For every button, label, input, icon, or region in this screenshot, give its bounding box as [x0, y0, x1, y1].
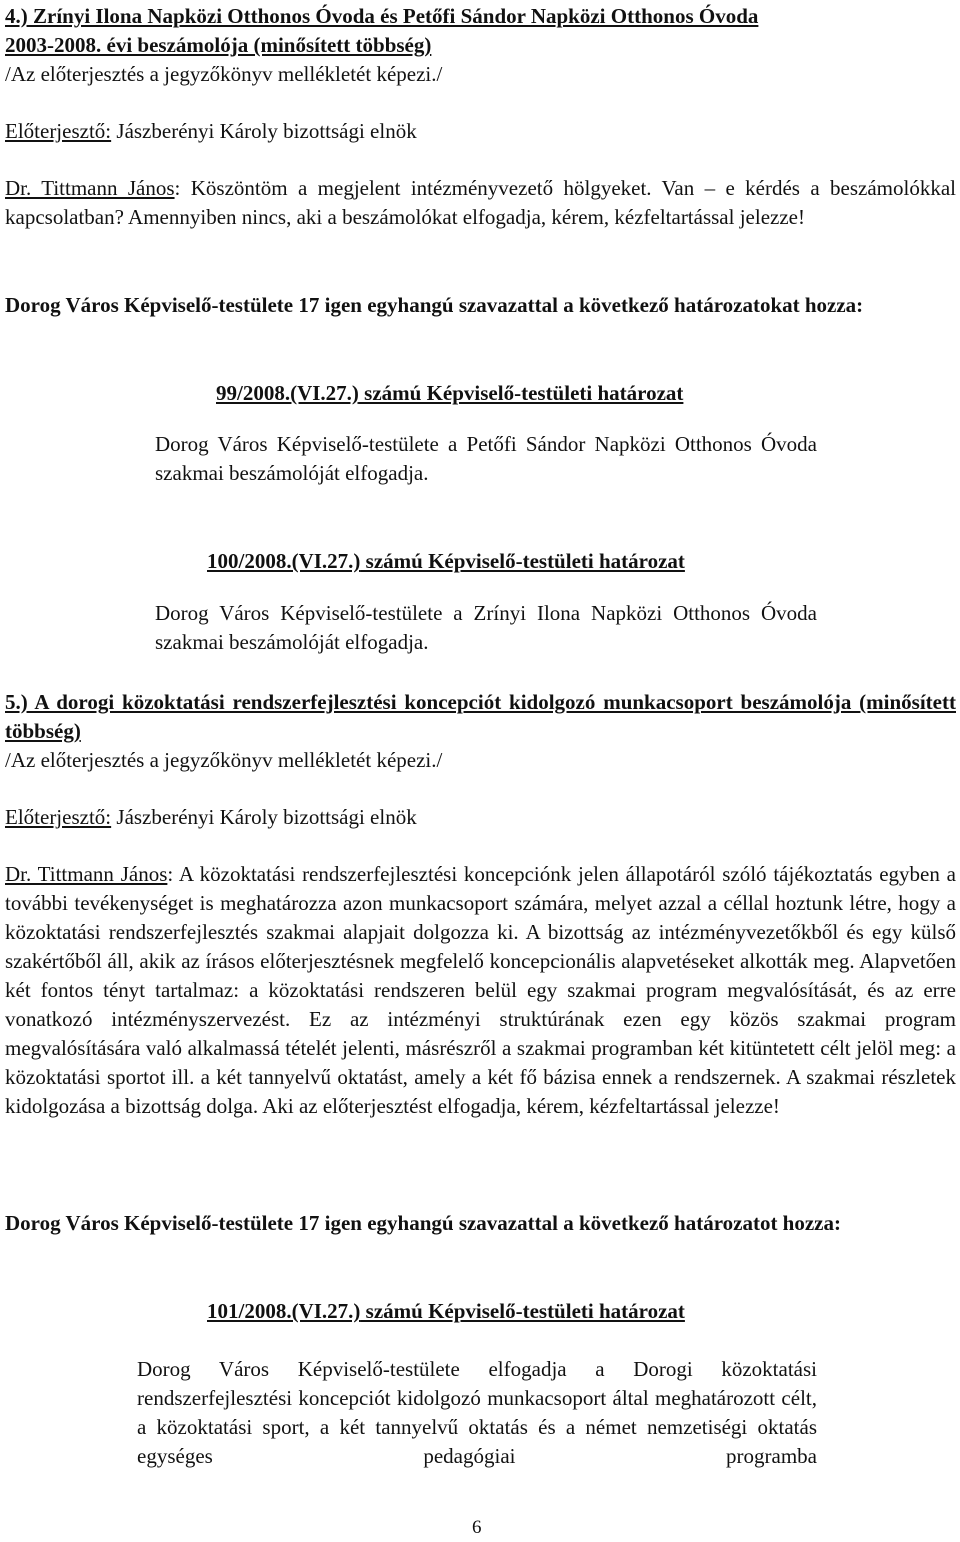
section5-note: /Az előterjesztés a jegyzőkönyv mellékletét képezi./ — [5, 748, 443, 772]
resolution-100-title — [207, 547, 685, 576]
resolution-title-rest: számú Képviselő-testületi határozat — [358, 381, 684, 405]
resolution-number: 100/2008.(VI.27.) — [207, 549, 361, 573]
speaker-label: Dr. Tittmann János — [5, 862, 168, 886]
speaker-label: Dr. Tittmann János — [5, 176, 175, 200]
presenter-label: Előterjesztő: — [5, 805, 112, 829]
section4-note: /Az előterjesztés a jegyzőkönyv mellékletét képezi./ — [5, 62, 443, 86]
resolution-number: 101/2008.(VI.27.) — [207, 1299, 361, 1323]
resolution-number: 99/2008.(VI.27.) — [216, 381, 359, 405]
resolution-100-text: Dorog Város Képviselő-testülete a Zrínyi Ilona Napközi Otthonos Óvoda szakmai beszámolóját elfogadja. — [155, 601, 817, 654]
section4-heading-line2: 2003-2008. évi beszámolója (minősített többség) — [5, 33, 432, 57]
presenter-name: Jászberényi Károly bizottsági elnök — [111, 119, 417, 143]
presenter-label: Előterjesztő: — [5, 119, 112, 143]
section4-vote: Dorog Város Képviselő-testülete 17 igen egyhangú szavazattal a következő határozatokat hozza: — [5, 293, 864, 317]
section4-heading-line1: 4.) Zrínyi Ilona Napközi Otthonos Óvoda és Petőfi Sándor Napközi Otthonos Óvoda — [5, 4, 759, 28]
section5-heading: 5.) A dorogi közoktatási rendszerfejlesztési koncepciót kidolgozó munkacsoport beszámolója (minősített többség) — [5, 690, 956, 743]
section4-presenter — [5, 117, 956, 146]
resolution-99-text: Dorog Város Képviselő-testülete a Petőfi Sándor Napközi Otthonos Óvoda szakmai beszámolóját elfogadja. — [155, 432, 817, 485]
section4-speech — [5, 174, 956, 232]
section5-vote: Dorog Város Képviselő-testülete 17 igen egyhangú szavazattal a következő határozatot hozza: — [5, 1211, 842, 1235]
resolution-101-text: Dorog Város Képviselő-testülete elfogadja a Dorogi közoktatási rendszerfejlesztési koncepciót kidolgozó munkacsoport által meghatározott célt, a közoktatási sport, a két tannyelvű oktatás és a német nemzetiségi oktatás egységes pedagógiai programba — [137, 1357, 817, 1468]
resolution-101-title — [207, 1297, 685, 1326]
resolution-title-rest: számú Képviselő-testületi határozat — [360, 1299, 685, 1323]
presenter-name: Jászberényi Károly bizottsági elnök — [111, 805, 417, 829]
resolution-99-title — [216, 379, 683, 408]
page-number: 6 — [472, 1517, 482, 1538]
resolution-title-rest: számú Képviselő-testületi határozat — [360, 549, 685, 573]
section5-presenter — [5, 803, 956, 832]
section5-speech — [5, 860, 956, 1121]
speech-text: : A közoktatási rendszerfejlesztési koncepciónk jelen állapotáról szóló tájékoztatás egyben a további tevékenységet is meghatározza azon munkacsoport számára, melyet azzal a céllal hoztunk létre, hogy a közoktatási rendszerfejlesztés szakmai alapjait dolgozza ki. A bizottság az intézményvezetőkből és egy külső szakértőből áll, akik az írásos előterjesztésnek megfelelő koncepcionális alapvetéseket alkották meg. Alapvetően két fontos tényt tartalmaz: a közoktatási rendszeren belül egy szakmai program megvalósítását, és az erre vonatkozó intézményszervezést. Ez az intézményi struktúrának ezen egy közös szakmai program megvalósítására való alkalmassá tételét jelenti, másrészről a szakmai programban két kitüntetett célt jelöl meg: a közoktatási sportot ill. a két tannyelvű oktatást, amely a két fő bázisa ennek a rendszernek. A szakmai részletek kidolgozása a bizottság dolga. Aki az előterjesztést elfogadja, kérem, kézfeltartással jelezze! — [5, 862, 956, 1118]
section4-heading — [5, 2, 956, 60]
speech-text: : Köszöntöm a megjelent intézményvezető hölgyeket. Van – e kérdés a beszámolókkal kapcsolatban? Amennyiben nincs, aki a beszámolókat elfogadja, kérem, kézfeltartással jelezze! — [5, 176, 956, 229]
